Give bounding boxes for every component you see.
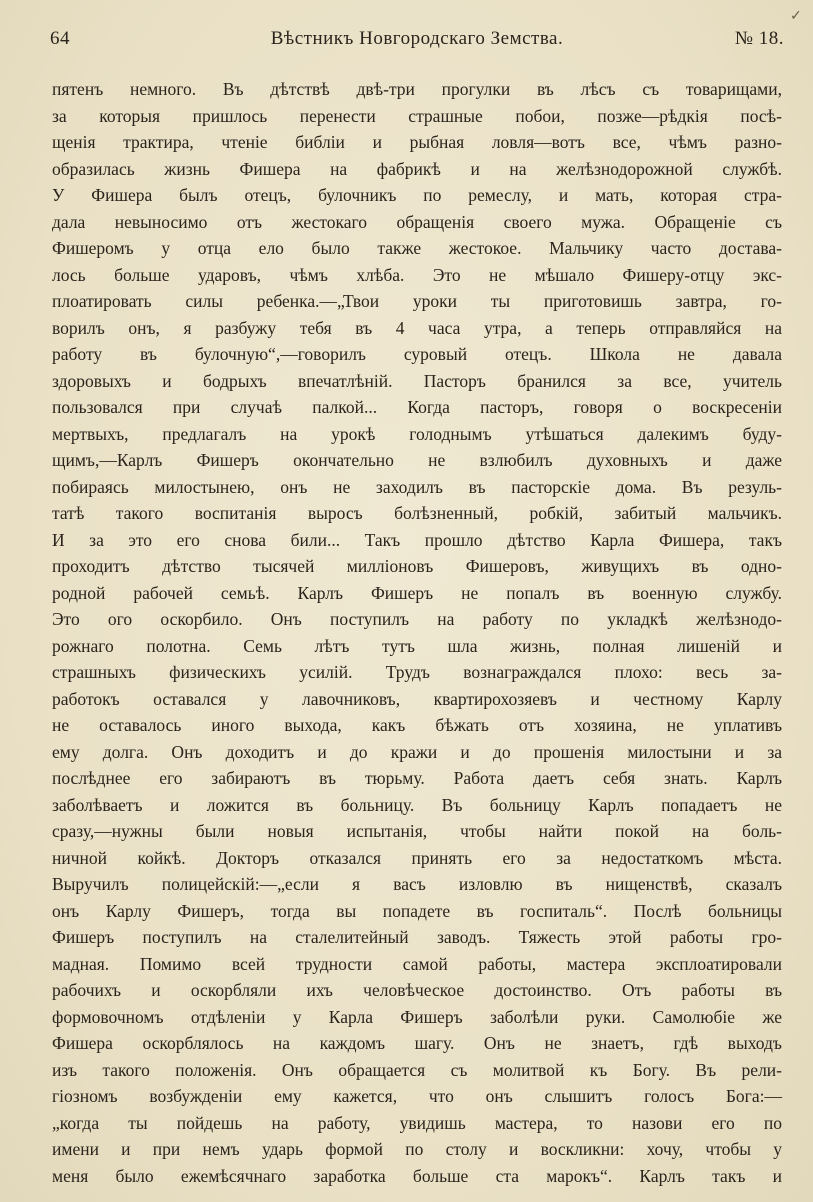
text-line: образилась жизнь Фишера на фабрикѣ и на желѣзнодорожной службѣ. [52,158,782,179]
text-line: Фишеромъ у отца ело было также жестокое. Мальчику часто достава- [52,238,782,258]
text-line: изъ такого положенія. Онъ обращается съ молитвой къ Богу. Въ рели- [52,1059,782,1080]
text-line: за которыя пришлось перенести страшные побои, позже—рѣдкія посѣ- [52,105,782,126]
text-line: меня было ежемѣсячнаго заработка больше ста марокъ“. Карлъ такъ и [52,1165,782,1186]
text-line: пользовался при случаѣ палкой... Когда пасторъ, говоря о воскресеніи [52,397,782,417]
text-line: щимъ,—Карлъ Фишеръ окончательно не взлюбилъ духовныхъ и даже [52,450,782,470]
text-line: щенія трактира, чтеніе библіи и рыбная ловля—вотъ все, чѣмъ разно- [52,132,782,152]
text-line: не оставалось иного выхода, какъ бѣжать отъ хозяина, не уплативъ [52,715,782,735]
text-line: рожнаго полотна. Семь лѣтъ тутъ шла жизнь, полная лишеній и [52,635,782,656]
text-line: Фишеръ поступилъ на сталелитейный заводъ. Тяжесть этой работы гро- [52,927,782,947]
text-line: У Фишера былъ отецъ, булочникъ по ремеслу, и мать, которая стра- [52,185,782,205]
text-line: Это ого оскорбило. Онъ поступилъ на работу по укладкѣ желѣзнодо- [52,609,782,629]
text-line: имени и при немъ ударь формой по столу и воскликни: хочу, чтобы у [52,1139,782,1159]
text-line: Выручилъ полицейскій:—„если я васъ изловлю въ нищенствѣ, сказалъ [52,874,782,894]
text-line: онъ Карлу Фишеръ, тогда вы попадете въ госпиталь“. Послѣ больницы [52,900,782,921]
text-line: побираясь милостынею, онъ не заходилъ въ пасторскіе дома. Въ резуль- [52,476,782,497]
text-line: плоатировать силы ребенка.—„Твои уроки ты приготовишь завтра, го- [52,291,782,311]
text-line: татѣ такого воспитанія выросъ болѣзненный, робкій, забитый мальчикъ. [52,503,782,523]
page-number: 64 [50,28,70,49]
text-line: И за это его снова били... Такъ прошло дѣтство Карла Фишера, такъ [52,529,782,550]
text-line: Фишера оскорблялось на каждомъ шагу. Онъ не знаетъ, гдѣ выходъ [52,1033,782,1053]
text-line: страшныхъ физическихъ усилій. Трудъ вознаграждался плохо: весь за- [52,662,782,682]
text-line: пятенъ немного. Въ дѣтствѣ двѣ-три прогулки въ лѣсъ съ товарищами, [52,79,782,99]
text-line: ему долга. Онъ доходитъ и до кражи и до прошенія милостыни и за [52,741,782,762]
text-line: заболѣваетъ и ложится въ больницу. Въ больницу Карлъ попадаетъ не [52,794,782,815]
text-line: дала невыносимо отъ жестокаго обращенія своего мужа. Обращеніе съ [52,211,782,232]
running-header [50,28,784,56]
text-line: работу въ булочную“,—говорилъ суровый отецъ. Школа не давала [52,344,782,364]
text-line: мертвыхъ, предлагалъ на урокѣ голоднымъ утѣшаться далекимъ буду- [52,423,782,444]
text-line: лось больше ударовъ, чѣмъ хлѣба. Это не мѣшало Фишеру-отцу экс- [52,264,782,285]
issue-number: № 18. [734,28,784,49]
text-line: мадная. Помимо всей трудности самой работы, мастера эксплоатировали [52,953,782,974]
margin-mark: ✓ [790,9,802,24]
text-line: родной рабочей семьѣ. Карлъ Фишеръ не попалъ въ военную службу. [52,582,782,603]
text-line: работокъ оставался у лавочниковъ, квартирохозяевъ и честному Карлу [52,688,782,709]
text-line: ничной койкѣ. Докторъ отказался принять его за недостаткомъ мѣста. [52,847,782,868]
text-line: здоровыхъ и бодрыхъ впечатлѣній. Пасторъ бранился за все, учитель [52,370,782,391]
text-line: гіозномъ возбужденіи ему кажется, что онъ слышитъ голосъ Бога:— [52,1086,782,1106]
journal-title: Вѣстникъ Новгородскаго Земства. [270,28,564,49]
body-text [52,76,782,1189]
text-line: сразу,—нужны были новыя испытанія, чтобы найти покой на боль- [52,821,782,841]
text-line: послѣднее его забираютъ въ тюрьму. Работа даетъ себя знать. Карлъ [52,768,782,788]
text-line: рабочихъ и оскорбляли ихъ человѣческое достоинство. Отъ работы въ [52,980,782,1000]
text-line: формовочномъ отдѣленіи у Карла Фишеръ заболѣли руки. Самолюбіе же [52,1006,782,1027]
text-line: „когда ты пойдешь на работу, увидишь мастера, то назови его по [52,1112,782,1133]
text-line: проходитъ дѣтство тысячей милліоновъ Фишеровъ, живущихъ въ одно- [52,556,782,576]
text-line: ворилъ онъ, я разбужу тебя въ 4 часа утра, а теперь отправляйся на [52,317,782,338]
